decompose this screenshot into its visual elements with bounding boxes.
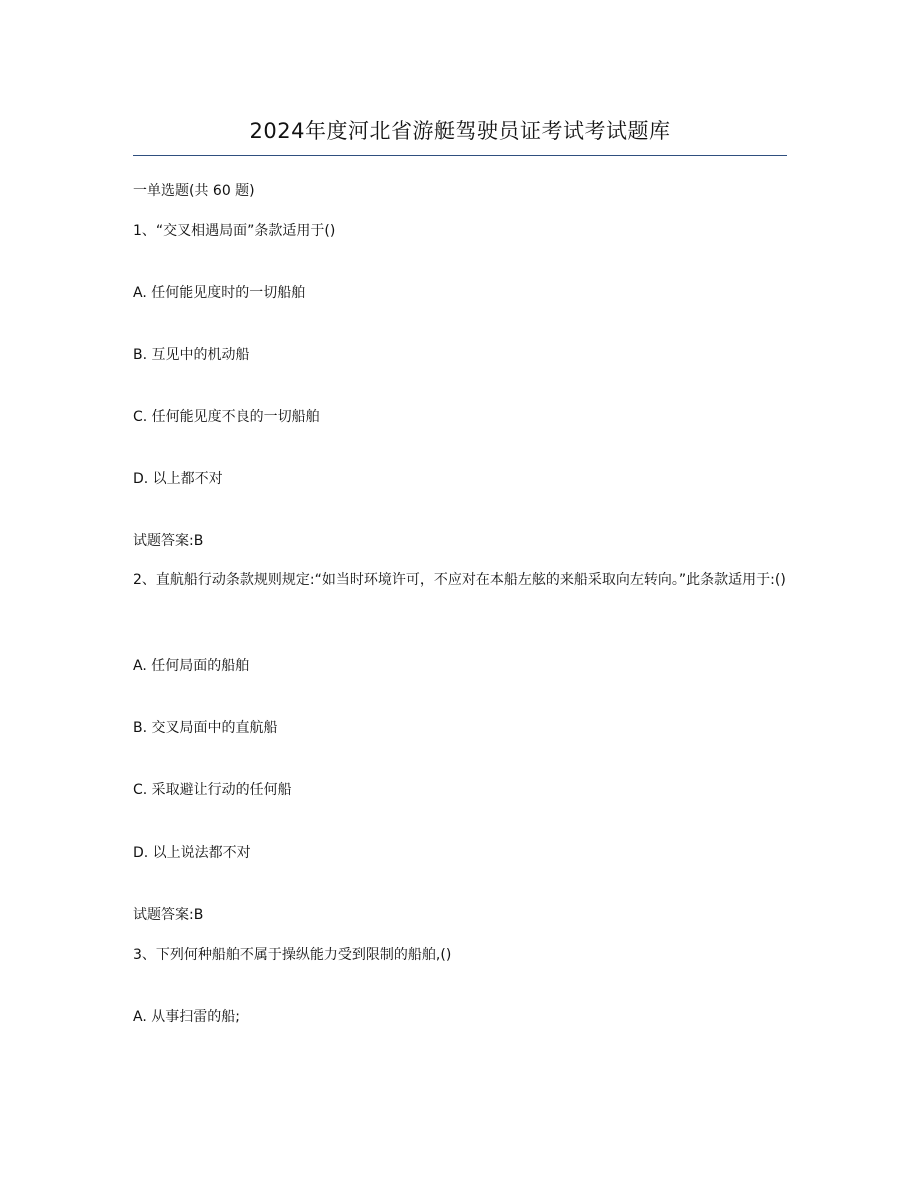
answer-line [133, 904, 203, 926]
option-c: C. 任何能见度不良的一切船舶 [133, 409, 320, 425]
section-heading: 一单选题(共 60 题) [133, 183, 255, 199]
question-number: 1、 [133, 223, 156, 239]
question-2 [133, 569, 793, 591]
question-3 [133, 944, 451, 966]
option-c: C. 采取避让行动的任何船 [133, 782, 292, 798]
option-b: B. 互见中的机动船 [133, 347, 250, 363]
option-d: D. 以上都不对 [133, 471, 223, 487]
question-text: 直航船行动条款规则规定:“如当时环境许可，不应对在本船左舷的来船采取向左转向。”此条款适用于:() [155, 572, 786, 588]
answer-line [133, 530, 203, 552]
option-a: A. 从事扫雷的船; [133, 1009, 240, 1025]
title-underline [133, 155, 787, 156]
option-d: D. 以上说法都不对 [133, 845, 251, 861]
question-1 [133, 220, 335, 242]
question-number: 3、 [133, 947, 156, 963]
answer-label: 试题答案: [133, 907, 194, 923]
answer-value: B [193, 907, 204, 923]
page-title: 2024年度河北省游艇驾驶员证考试考试题库 [249, 119, 671, 143]
question-text: 下列何种船舶不属于操纵能力受到限制的船舶,() [155, 947, 452, 963]
answer-label: 试题答案: [133, 533, 194, 549]
option-a: A. 任何能见度时的一切船舶 [133, 285, 306, 301]
answer-value: B [193, 533, 204, 549]
option-a: A. 任何局面的船舶 [133, 658, 250, 674]
question-text: “交叉相遇局面”条款适用于() [155, 223, 336, 239]
option-b: B. 交叉局面中的直航船 [133, 720, 278, 736]
question-number: 2、 [133, 572, 156, 588]
